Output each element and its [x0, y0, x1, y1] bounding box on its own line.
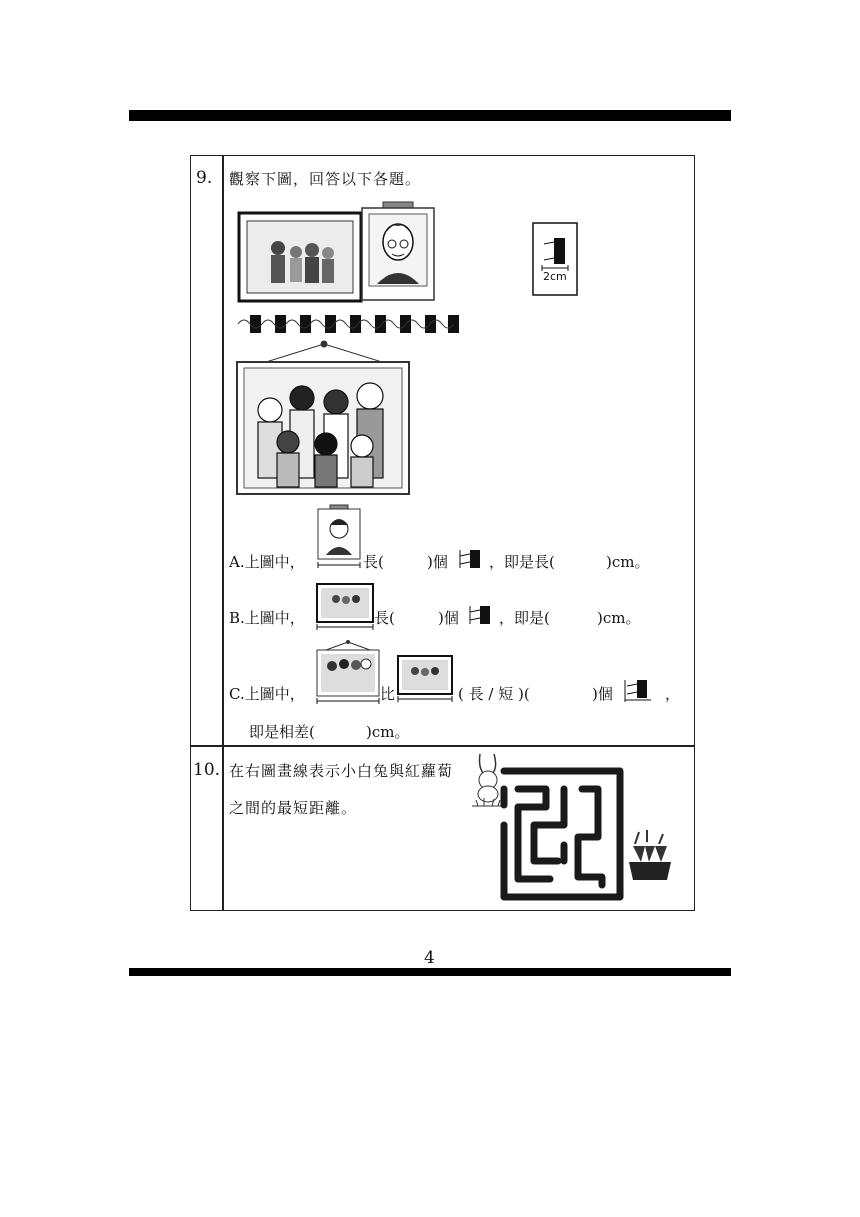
row-divider: [190, 745, 695, 747]
family-portrait-frame: [236, 340, 410, 496]
part-a-text-2: )個: [427, 553, 448, 571]
top-rule: [129, 110, 731, 121]
question-10-number: 10.: [193, 760, 221, 780]
question-10-line-1: 在右圖畫線表示小白兔與紅蘿蔔: [229, 762, 454, 780]
number-column-divider: [222, 155, 224, 911]
part-a-count-answer[interactable]: [381, 549, 429, 569]
unit-binder-clip-2cm: [532, 222, 578, 296]
part-b-length-answer[interactable]: [552, 605, 600, 625]
carrot-basket-icon: [627, 832, 673, 882]
question-9-prompt: 觀察下圖，回答以下各題。: [229, 170, 422, 188]
part-a-portrait-icon: [316, 505, 362, 569]
part-c-line2-end: )cm。: [366, 723, 410, 741]
part-b-clip-icon: [468, 604, 496, 626]
question-9-number: 9.: [196, 168, 213, 188]
part-a-prefix: A.上圖中，: [229, 553, 305, 571]
part-c-count-answer[interactable]: [550, 681, 594, 701]
part-a-text-1: 長(: [363, 553, 384, 571]
part-a-clip-icon: [458, 548, 486, 570]
part-a-length-answer[interactable]: [562, 549, 610, 569]
part-b-photo-icon: [316, 583, 374, 631]
part-b-text-2: )個: [438, 609, 459, 627]
page-number: 4: [424, 948, 435, 968]
part-a-text-3: ，即是長(: [489, 553, 555, 571]
part-a-text-4: )cm。: [606, 553, 650, 571]
part-c-text-2: ( 長 / 短 )(: [458, 685, 530, 703]
part-b-prefix: B.上圖中，: [229, 609, 305, 627]
part-c-text-4: ，: [665, 685, 681, 703]
binder-clip-row: [236, 312, 462, 336]
small-group-photo-frame: [238, 212, 362, 302]
part-c-difference-answer[interactable]: [325, 719, 369, 739]
part-b-text-4: )cm。: [597, 609, 641, 627]
part-c-prefix: C.上圖中，: [229, 685, 305, 703]
maze-path: [498, 765, 626, 903]
part-b-text-3: ，即是(: [499, 609, 550, 627]
bottom-rule: [129, 968, 731, 976]
question-10-line-2: 之間的最短距離。: [229, 799, 358, 817]
part-c-line2: 即是相差(: [249, 723, 315, 741]
part-c-family-portrait-icon: [316, 640, 380, 704]
part-c-text-3: )個: [592, 685, 613, 703]
part-c-clip-icon: [623, 678, 653, 704]
unit-length-label: 2cm: [543, 270, 567, 283]
part-b-count-answer[interactable]: [392, 605, 440, 625]
part-c-text-1: 比: [380, 685, 396, 703]
part-c-photo-icon: [397, 655, 453, 703]
part-b-text-1: 長(: [374, 609, 395, 627]
portrait-photo-frame: [361, 202, 435, 302]
